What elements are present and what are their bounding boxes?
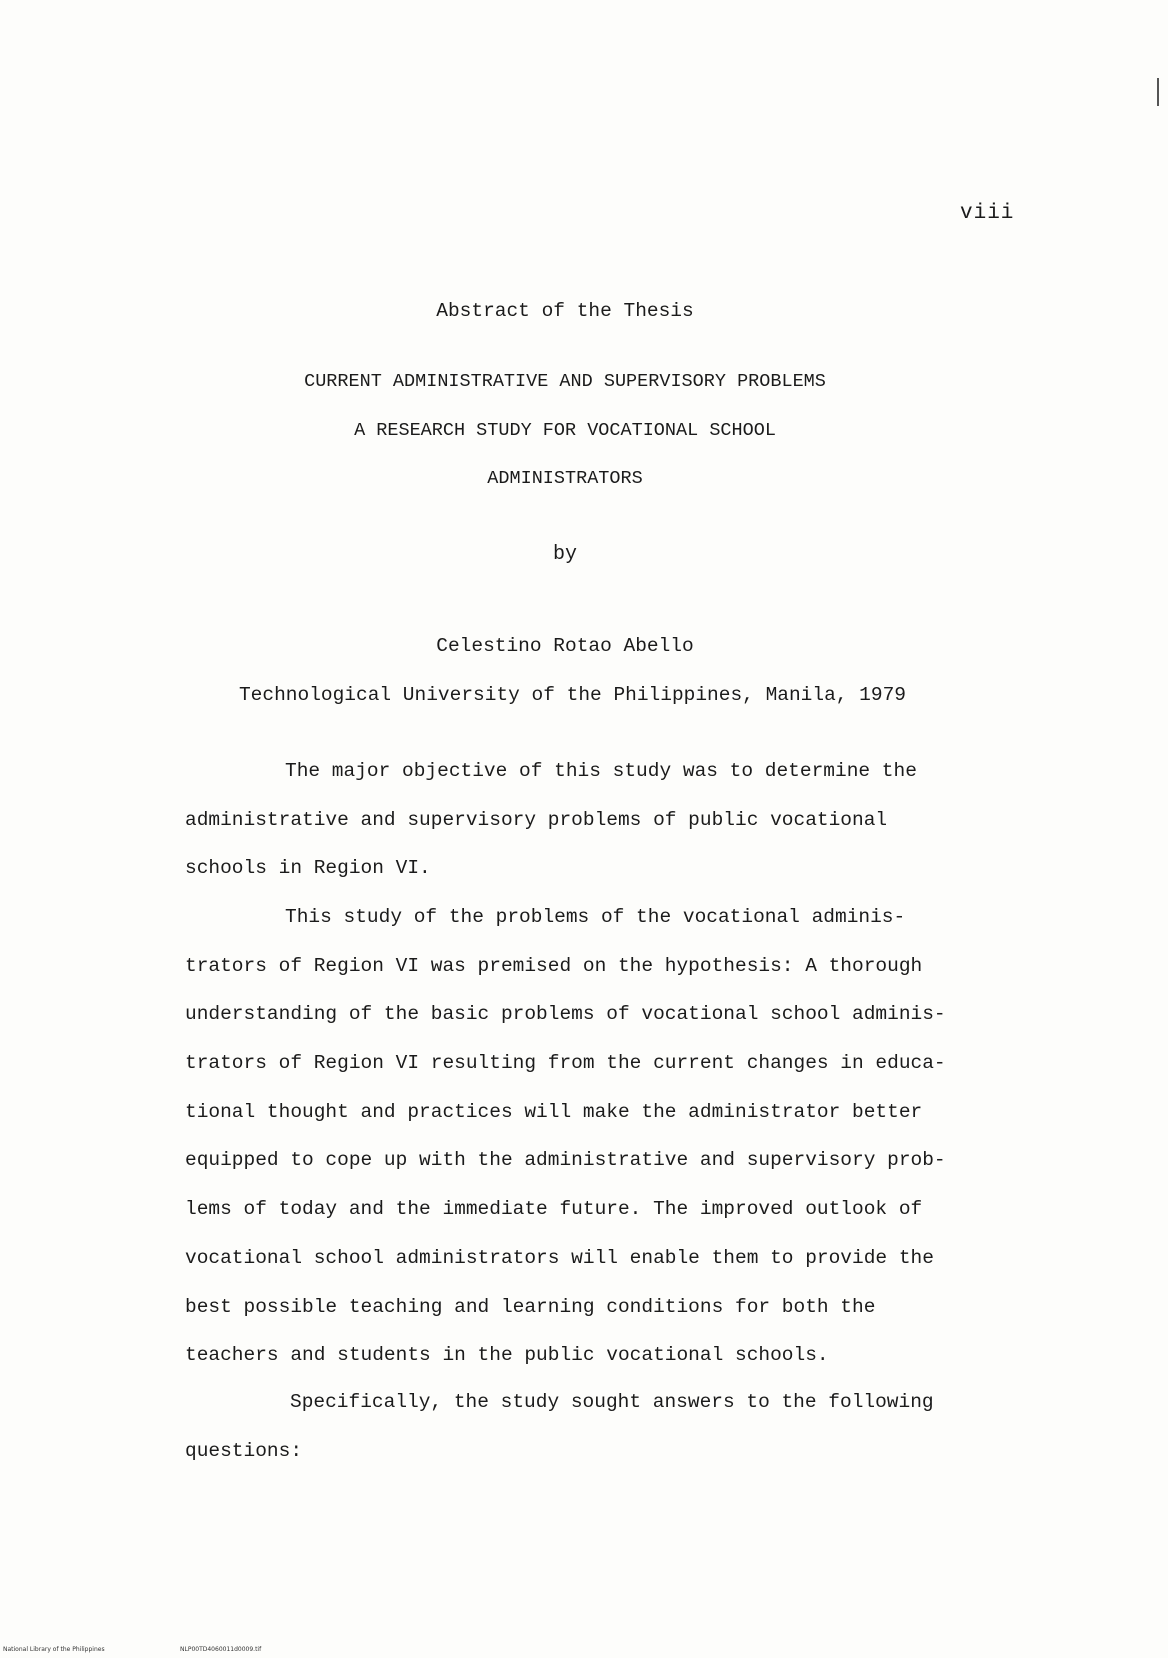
paragraph-line: lems of today and the immediate future. The improved outlook of xyxy=(185,1198,923,1221)
paragraph-line: equipped to cope up with the administrative and supervisory prob- xyxy=(185,1149,946,1172)
paragraph-line: trators of Region VI was premised on the hypothesis: A thorough xyxy=(185,954,923,977)
thesis-title-line-2: A RESEARCH STUDY FOR VOCATIONAL SCHOOL xyxy=(354,420,776,441)
paragraph-objective xyxy=(185,747,1015,893)
paragraph-line: schools in Region VI. xyxy=(185,857,431,880)
footer-library: National Library of the Philippines xyxy=(3,1646,105,1653)
abstract-heading: Abstract of the Thesis xyxy=(436,300,694,322)
paragraph-line: tional thought and practices will make the administrator better xyxy=(185,1100,923,1123)
paragraph-line: teachers and students in the public vocational schools. xyxy=(185,1344,829,1367)
paragraph-line: understanding of the basic problems of vocational school adminis- xyxy=(185,1003,946,1026)
author-name: Celestino Rotao Abello xyxy=(436,635,694,657)
thesis-title-line-3: ADMINISTRATORS xyxy=(487,468,643,489)
page-number: viii xyxy=(960,202,1015,225)
paragraph-questions xyxy=(185,1378,1015,1475)
footer-file-id: NLP00TD4060011d0009.tif xyxy=(180,1646,262,1653)
paragraph-line: This study of the problems of the vocational adminis- xyxy=(285,906,906,928)
paragraph-line: The major objective of this study was to determine the xyxy=(285,760,917,782)
paragraph-line: Specifically, the study sought answers to the following xyxy=(290,1391,934,1413)
paragraph-line: best possible teaching and learning conditions for both the xyxy=(185,1295,876,1318)
paragraph-line: vocational school administrators will enable them to provide the xyxy=(185,1246,934,1269)
paragraph-line: questions: xyxy=(185,1439,303,1462)
thesis-title-line-1: CURRENT ADMINISTRATIVE AND SUPERVISORY PROBLEMS xyxy=(304,371,826,392)
paragraph-hypothesis xyxy=(185,893,1015,1380)
paragraph-line: administrative and supervisory problems of public vocational xyxy=(185,808,888,831)
byline: by xyxy=(552,543,577,566)
paragraph-line: trators of Region VI resulting from the current changes in educa- xyxy=(185,1052,946,1075)
scan-footer xyxy=(0,1644,1168,1658)
author-affiliation: Technological University of the Philippines, Manila, 1979 xyxy=(238,684,906,706)
scan-margin-mark xyxy=(1157,78,1159,106)
